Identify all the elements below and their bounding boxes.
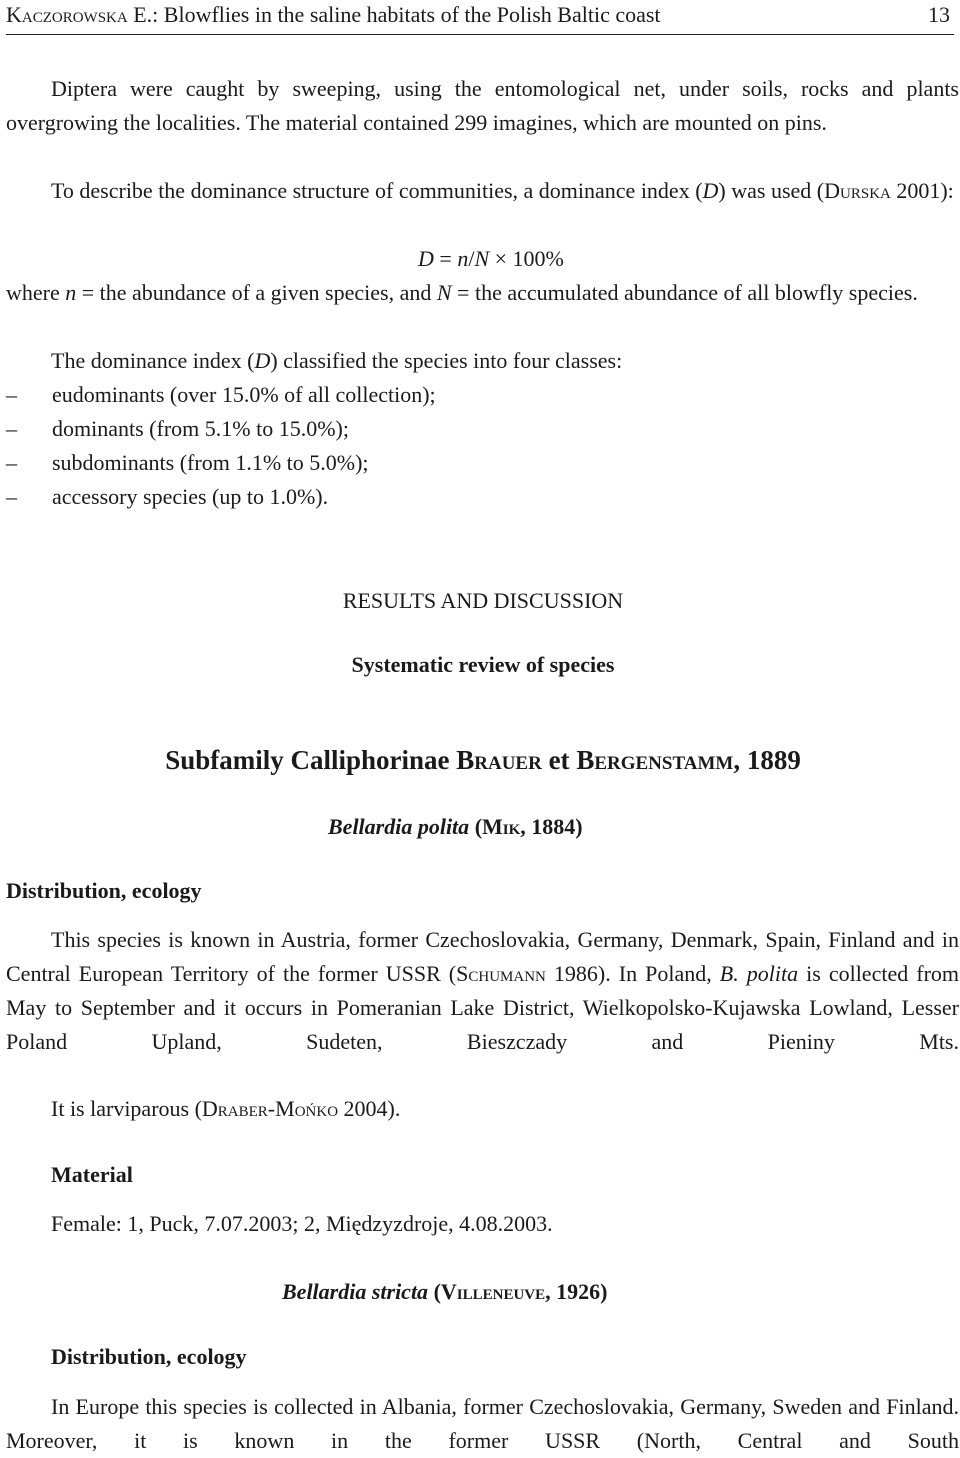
list-item [6,412,349,446]
subfamily-year: , 1889 [733,745,801,775]
formula-eq: = [433,246,458,271]
species-year: , 1926) [545,1279,608,1304]
formula-D: D [418,246,434,271]
species-name: Bellardia stricta [282,1279,429,1304]
distribution-heading: Distribution, ecology [6,878,202,903]
text-span: ) was used ( [718,178,825,203]
subfamily-name: Subfamily Calliphorinae [165,745,457,775]
citation-author: Draber-Mońko [201,1096,339,1121]
text-span: where [6,280,66,305]
species-abbrev: B. [719,961,739,986]
text-span: ) classified the species into four classes: [270,348,623,373]
text-span: The dominance index ( [51,348,255,373]
larviparous-note [51,1092,400,1126]
species-year: , 1884) [520,814,583,839]
subfamily-heading [0,742,960,778]
subfamily-author-1: Brauer [456,745,542,775]
formula-explanation [6,276,959,310]
text-span: 1986). In Poland, [545,961,720,986]
dash-bullet: – [6,450,17,475]
citation-year: 2001): [890,178,954,203]
formula-n: n [457,246,469,271]
methods-paragraph-1: Diptera were caught by sweeping, using the entomological net, under soils, rocks and plants overgrowing the localities. The material contained 299 imagines, which are mounted on pins. [6,76,959,135]
list-item [6,378,436,412]
text-span: ( [428,1279,441,1304]
dash-bullet: – [6,484,17,509]
formula-N: N [474,246,490,271]
variable-N: N [436,280,452,305]
distribution-paragraph: In Europe this species is collected in Albania, former Czechoslovakia, Germany, Sweden and Finland. Moreover, it is known in the former USSR (North, Central and South [6,1394,959,1453]
formula-slash: / [468,246,475,271]
species-heading [282,1275,607,1309]
list-item-text: subdominants (from 1.1% to 5.0%); [52,450,369,475]
dash-bullet: – [6,416,17,441]
species-name: Bellardia polita [328,814,470,839]
subfamily-et: et [541,745,577,775]
species-author: Mik [482,814,521,839]
methods-paragraph-2 [6,174,959,208]
citation-year: 2004). [338,1096,401,1121]
section-subheading: Systematic review of species [351,652,615,677]
header-title-text: : Blowflies in the saline habitats of the Polish Baltic coast [152,2,661,27]
text-span: = the abundance of a given species, and [76,280,437,305]
citation-author: Durska [824,178,891,203]
list-item [6,480,328,514]
list-item [6,446,369,480]
distribution-paragraph [6,923,959,1059]
section-heading: RESULTS AND DISCUSSION [342,588,624,613]
header-title [6,0,661,30]
text-span: is collected from May to September and it occurs in Pomeranian Lake District, Wielkopolsko-Kujawska Lowland, Lesser Poland Upland, Sudeten, Bieszczady and Pieniny Mts. [6,961,960,1054]
material-heading: Material [51,1162,133,1187]
dominance-formula [418,242,564,276]
subfamily-author-2: Bergenstamm [576,745,734,775]
variable-D: D [702,178,719,203]
classes-intro [51,344,622,378]
distribution-heading: Distribution, ecology [51,1344,247,1369]
material-text: Female: 1, Puck, 7.07.2003; 2, Międzyzdroje, 4.08.2003. [51,1211,553,1236]
citation-author: Schumann [456,961,546,986]
text-span: It is larviparous ( [51,1096,202,1121]
variable-D: D [254,348,271,373]
variable-n: n [65,280,77,305]
running-header [6,0,954,35]
text-span: ( [469,814,483,839]
text-span: = the accumulated abundance of all blowfly species. [451,280,918,305]
species-epithet: polita [738,961,799,986]
text-span: To describe the dominance structure of communities, a dominance index ( [51,178,703,203]
species-author: Villeneuve [440,1279,546,1304]
formula-rest: × 100% [489,246,564,271]
header-author: Kaczorowska E. [6,2,153,27]
text-span: This species is known in Austria, former Czechoslovakia, Germany, Denmark, Spain, Finland and in Central European Territory of the former USSR ( [6,927,959,986]
page-number: 13 [928,2,950,27]
list-item-text: dominants (from 5.1% to 15.0%); [52,416,349,441]
list-item-text: eudominants (over 15.0% of all collection); [52,382,436,407]
list-item-text: accessory species (up to 1.0%). [52,484,329,509]
species-heading [328,810,583,844]
dash-bullet: – [6,382,17,407]
